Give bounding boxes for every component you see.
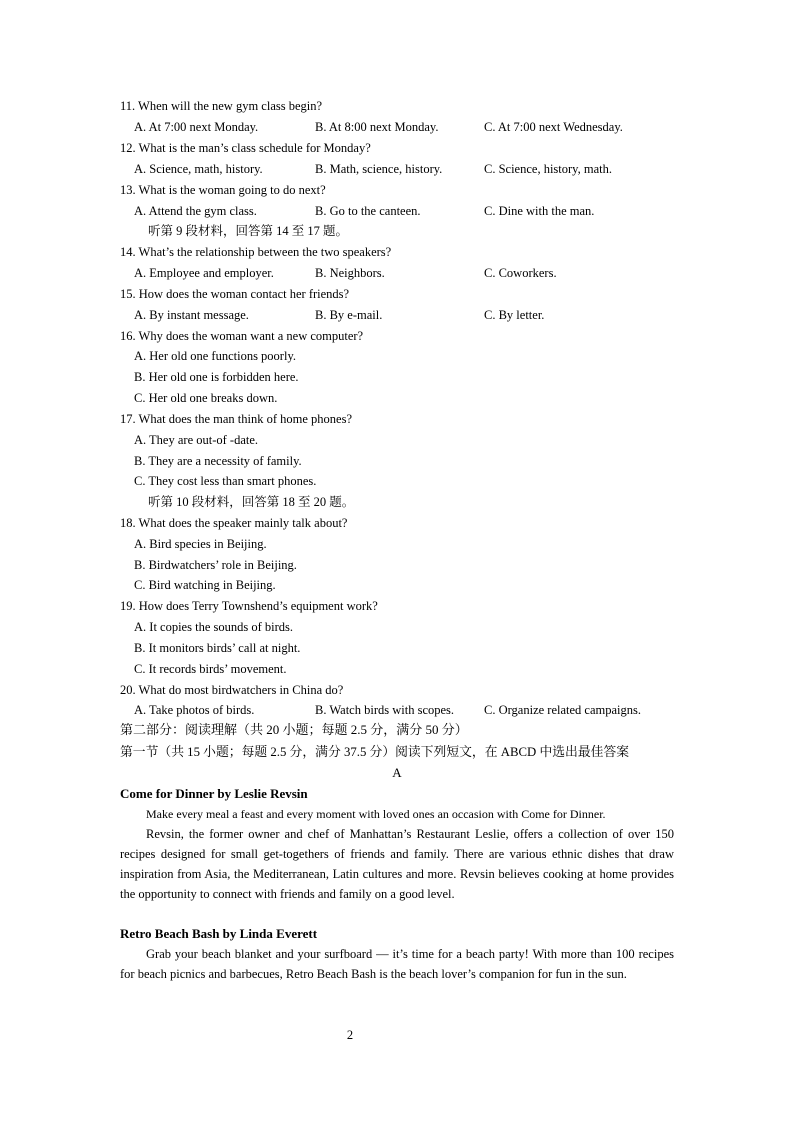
book2-title: Retro Beach Bash by Linda Everett: [120, 926, 318, 941]
instruction-segment-9: 听第 9 段材料，回答第 14 至 17 题。: [148, 224, 349, 238]
q12-option-a: A. Science, math, history.: [134, 162, 263, 176]
q11-option-b: B. At 8:00 next Monday.: [315, 120, 439, 134]
book1-paragraph-2: Revsin, the former owner and chef of Manhattan’s Restaurant Leslie, offers a collection of over 150 recipes designed for small get-togethers of friends and family. There are various ethnic dishes that draw inspiration from Asia, the Mediterranean, Latin cultures and more. Revsin believes cooking at home provides the opportunity to connect with friends and family on a good level.: [120, 827, 674, 901]
q18-option-c: C. Bird watching in Beijing.: [134, 578, 276, 592]
book1-paragraph-1: Make every meal a feast and every moment with loved ones an occasion with Come for Dinner.: [146, 807, 606, 821]
question-20: 20. What do most birdwatchers in China do?: [120, 683, 344, 697]
q16-option-b: B. Her old one is forbidden here.: [134, 370, 299, 384]
q19-option-c: C. It records birds’ movement.: [134, 662, 287, 676]
question-17: 17. What does the man think of home phones?: [120, 412, 353, 426]
q11-option-c: C. At 7:00 next Wednesday.: [484, 120, 623, 134]
q13-option-b: B. Go to the canteen.: [315, 204, 421, 218]
q20-option-a: A. Take photos of birds.: [134, 703, 255, 717]
q14-option-a: A. Employee and employer.: [134, 266, 274, 280]
book1-title: Come for Dinner by Leslie Revsin: [120, 786, 308, 801]
q18-option-b: B. Birdwatchers’ role in Beijing.: [134, 558, 297, 572]
question-13: 13. What is the woman going to do next?: [120, 183, 326, 197]
book2-paragraph-1: Grab your beach blanket and your surfboard — it’s time for a beach party! With more than 100 recipes for beach picnics and barbecues, Retro Beach Bash is the beach lover’s companion for fun in the sun.: [120, 947, 674, 981]
q18-option-a: A. Bird species in Beijing.: [134, 537, 267, 551]
q11-option-a: A. At 7:00 next Monday.: [134, 120, 259, 134]
q13-option-c: C. Dine with the man.: [484, 204, 595, 218]
q16-option-c: C. Her old one breaks down.: [134, 391, 278, 405]
q14-option-b: B. Neighbors.: [315, 266, 385, 280]
q15-option-a: A. By instant message.: [134, 308, 249, 322]
question-11: 11. When will the new gym class begin?: [120, 99, 323, 113]
question-12: 12. What is the man’s class schedule for Monday?: [120, 141, 371, 155]
q12-option-b: B. Math, science, history.: [315, 162, 443, 176]
q15-option-b: B. By e-mail.: [315, 308, 383, 322]
q20-option-b: B. Watch birds with scopes.: [315, 703, 455, 717]
question-18: 18. What does the speaker mainly talk about?: [120, 516, 348, 530]
q17-option-c: C. They cost less than smart phones.: [134, 474, 317, 488]
q12-option-c: C. Science, history, math.: [484, 162, 612, 176]
q17-option-b: B. They are a necessity of family.: [134, 454, 302, 468]
q19-option-b: B. It monitors birds’ call at night.: [134, 641, 301, 655]
question-19: 19. How does Terry Townshend’s equipment work?: [120, 599, 378, 613]
question-15: 15. How does the woman contact her friends?: [120, 287, 350, 301]
passage-letter: A: [392, 765, 402, 780]
instruction-segment-10: 听第 10 段材料，回答第 18 至 20 题。: [148, 495, 355, 509]
q14-option-c: C. Coworkers.: [484, 266, 557, 280]
q15-option-c: C. By letter.: [484, 308, 545, 322]
q17-option-a: A. They are out-of -date.: [134, 433, 259, 447]
q20-option-c: C. Organize related campaigns.: [484, 703, 642, 717]
q19-option-a: A. It copies the sounds of birds.: [134, 620, 294, 634]
q16-option-a: A. Her old one functions poorly.: [134, 349, 297, 363]
part2-heading: 第二部分：阅读理解（共 20 小题；每题 2.5 分，满分 50 分）: [120, 722, 468, 737]
page-number: 2: [346, 1028, 354, 1042]
q13-option-a: A. Attend the gym class.: [134, 204, 257, 218]
question-16: 16. Why does the woman want a new computer?: [120, 329, 364, 343]
section1-heading: 第一节（共 15 小题；每题 2.5 分，满分 37.5 分）阅读下列短文，在 ABCD 中选出最佳答案: [120, 745, 630, 759]
question-14: 14. What’s the relationship between the two speakers?: [120, 245, 392, 259]
